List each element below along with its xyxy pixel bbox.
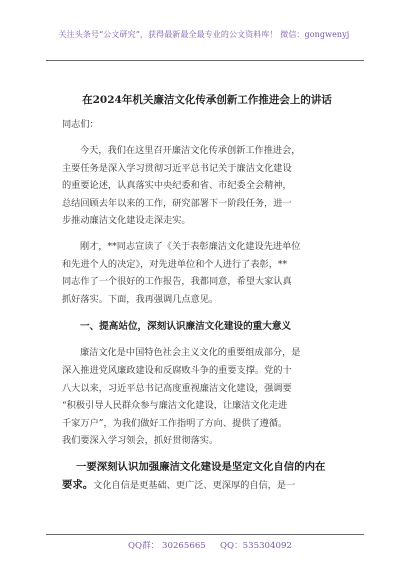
text-line: [62, 477, 352, 495]
subsection-lead-line: 一要深刻认识加强廉洁文化建设是坚定文化自信的内在: [76, 460, 326, 473]
text-line: 步推动廉洁文化建设走深走实。: [62, 215, 191, 227]
text-line: “积极引导人民群众参与廉洁文化建设，让廉洁文化走进: [62, 400, 288, 412]
text-line: 千家万户”，为我们做好工作指明了方向、提供了遵循。: [62, 417, 288, 429]
text-line: 深入推进党风廉政建设和反腐败斗争的重要支撑。党的十: [62, 364, 292, 376]
header-promo-text: 关注头条号“公文研究”，获得最新最全最专业的公文资料库！ 微信：gongwenyj: [58, 30, 350, 39]
section-heading-1: 一、提高站位，深刻认识廉洁文化建设的重大意义: [80, 321, 292, 333]
footer-divider: [46, 534, 364, 535]
document-title: 在2024年机关廉洁文化传承创新工作推进会上的讲话: [82, 94, 332, 106]
text-line: 今天，我们在这里召开廉洁文化传承创新工作推进会，: [80, 145, 301, 156]
salutation: 同志们：: [62, 119, 99, 130]
subsection-lead-end: 要求。: [62, 478, 94, 491]
footer-qq-number: QQ：535304092: [220, 541, 292, 551]
paragraph-commendation: [62, 238, 352, 308]
footer-qq-group: QQ群： 30265665: [128, 541, 206, 551]
text-line: 刚才，**同志宣读了《关于表彰廉洁文化建设先进单位: [80, 240, 301, 252]
text-line: 廉洁文化是中国特色社会主义文化的重要组成部分，是: [80, 347, 301, 359]
text-line: 同志作了一个很好的工作报告，我都同意，希望大家认真: [62, 276, 292, 288]
paragraph-opening: [62, 142, 352, 230]
page-header: [0, 0, 408, 72]
paragraph-subsection1: [62, 458, 352, 495]
document-body: [62, 92, 352, 503]
text-line: 八大以来，习近平总书记高度重视廉洁文化建设，强调要: [62, 382, 292, 394]
subsection-body-text: 文化自信是更基础、更广泛、更深厚的自信，是一: [93, 479, 296, 491]
paragraph-section1: [62, 344, 352, 450]
text-line: 抓好落实。下面，我再强调几点意见。: [62, 293, 219, 305]
text-line: 总结回顾去年以来的工作，研究部署下一阶段任务，进一: [62, 197, 292, 209]
text-line: 主要任务是深入学习贯彻习近平总书记关于廉洁文化建设: [62, 162, 292, 174]
text-line: 我们要深入学习领会，抓好贯彻落实。: [62, 435, 219, 447]
page-footer: [0, 534, 408, 560]
text-line: 和先进个人的决定》，对先进单位和个人进行了表彰，**: [62, 258, 288, 270]
text-line: 的重要论述，认真落实中央纪委和省、市纪委全会精神，: [62, 180, 292, 192]
header-divider: [46, 60, 364, 61]
